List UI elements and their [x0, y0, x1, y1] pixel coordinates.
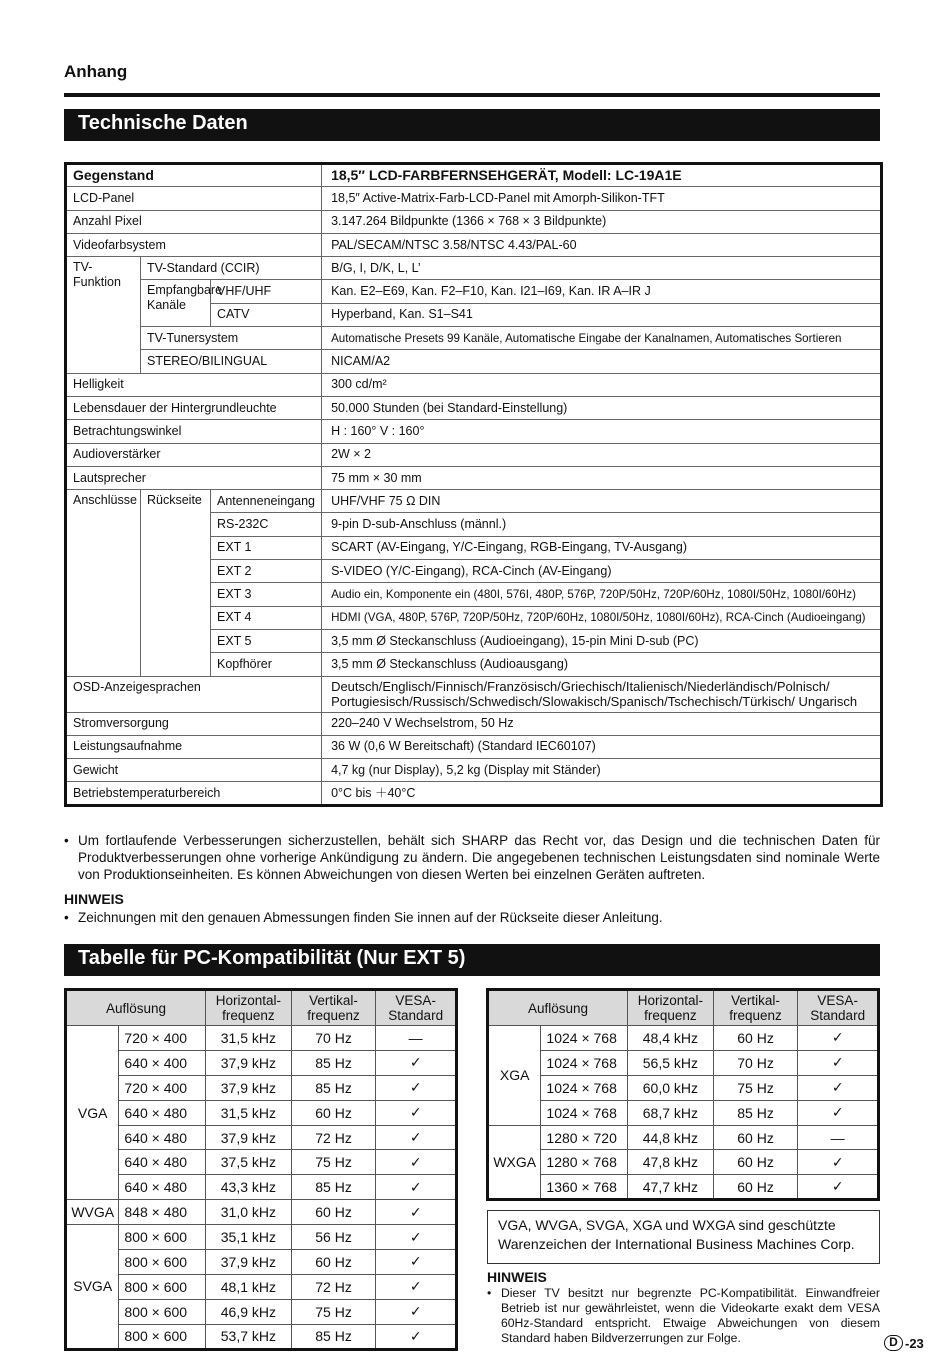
hfreq-cell: 43,3 kHz — [206, 1175, 292, 1200]
group-label: VGA — [66, 1026, 119, 1200]
table-row — [66, 759, 882, 782]
spec-sublabel: Antenneneingang — [211, 490, 322, 513]
table-row — [66, 373, 882, 396]
vesa-cell: ✓ — [798, 1100, 879, 1125]
note-text: Zeichnungen mit den genauen Abmessungen finden Sie innen auf der Rückseite dieser Anleitung. — [78, 910, 663, 925]
table-row — [66, 280, 882, 303]
table-row — [66, 1324, 457, 1349]
col-header-vfreq: Vertikal- frequenz — [713, 990, 798, 1026]
hfreq-cell: 44,8 kHz — [628, 1125, 714, 1150]
pc-hinweis-note — [487, 1286, 880, 1346]
table-row — [66, 350, 882, 373]
table-row — [488, 1075, 879, 1100]
vesa-cell: ✓ — [376, 1075, 457, 1100]
table-row — [66, 782, 882, 805]
vesa-cell: ✓ — [376, 1299, 457, 1324]
resolution-cell: 848 × 480 — [119, 1200, 206, 1225]
resolution-cell: 1360 × 768 — [541, 1175, 628, 1200]
hfreq-cell: 31,5 kHz — [206, 1026, 292, 1051]
spec-sublabel: EXT 5 — [211, 629, 322, 652]
spec-value: 3.147.264 Bildpunkte (1366 × 768 × 3 Bildpunkte) — [322, 210, 882, 233]
resolution-cell: 1024 × 768 — [541, 1050, 628, 1075]
table-row — [66, 466, 882, 489]
table-row — [66, 1050, 457, 1075]
col-header-resolution: Auflösung — [66, 990, 206, 1026]
spec-value: Automatische Presets 99 Kanäle, Automatische Eingabe der Kanalnamen, Automatisches Sortieren — [322, 327, 882, 350]
vfreq-cell: 75 Hz — [291, 1299, 376, 1324]
table-row — [66, 396, 882, 419]
spec-label: Gewicht — [66, 759, 322, 782]
table-row — [66, 1299, 457, 1324]
spec-sublabel: STEREO/BILINGUAL — [141, 350, 322, 373]
spec-label: Betriebstemperaturbereich — [66, 782, 322, 805]
vfreq-cell: 70 Hz — [713, 1050, 798, 1075]
vesa-cell: ✓ — [376, 1274, 457, 1299]
vfreq-cell: 85 Hz — [291, 1075, 376, 1100]
resolution-cell: 1024 × 768 — [541, 1026, 628, 1051]
vesa-cell: ✓ — [798, 1175, 879, 1200]
table-row — [66, 1125, 457, 1150]
bullet: • — [64, 910, 69, 925]
spec-value: 18,5″ Active-Matrix-Farb-LCD-Panel mit Amorph-Silikon-TFT — [322, 187, 882, 210]
top-rule — [64, 93, 880, 97]
hfreq-cell: 37,5 kHz — [206, 1150, 292, 1175]
spec-header-label: Gegenstand — [66, 164, 322, 187]
spec-label: Leistungsaufnahme — [66, 735, 322, 758]
group-label: SVGA — [66, 1225, 119, 1349]
resolution-cell: 640 × 480 — [119, 1125, 206, 1150]
pc-table-right — [486, 988, 880, 1201]
table-row — [66, 187, 882, 210]
spec-sublabel: TV-Standard (CCIR) — [141, 257, 322, 280]
spec-value: PAL/SECAM/NTSC 3.58/NTSC 4.43/PAL-60 — [322, 233, 882, 256]
vfreq-cell: 60 Hz — [713, 1026, 798, 1051]
table-row — [66, 735, 882, 758]
table-header-row — [488, 990, 879, 1026]
improvement-note — [64, 832, 880, 883]
trademark-box: VGA, WVGA, SVGA, XGA und WXGA sind geschützte Warenzeichen der International Business Machines Corp. — [487, 1210, 880, 1264]
table-row — [66, 1026, 457, 1051]
vfreq-cell: 72 Hz — [291, 1274, 376, 1299]
pc-compat-heading: Tabelle für PC-Kompatibilität (Nur EXT 5) — [64, 944, 880, 976]
vfreq-cell: 60 Hz — [291, 1100, 376, 1125]
vesa-cell: ✓ — [376, 1125, 457, 1150]
table-row — [66, 210, 882, 233]
col-header-vesa: VESA- Standard — [376, 990, 457, 1026]
vesa-cell: ✓ — [376, 1100, 457, 1125]
hfreq-cell: 53,7 kHz — [206, 1324, 292, 1349]
table-row — [66, 233, 882, 256]
spec-value: Kan. E2–E69, Kan. F2–F10, Kan. I21–I69, Kan. IR A–IR J — [322, 280, 882, 303]
spec-label: TV-Funktion — [66, 257, 141, 373]
hinweis-note — [64, 909, 880, 926]
pc-hinweis-title: HINWEIS — [487, 1269, 547, 1285]
vfreq-cell: 60 Hz — [713, 1125, 798, 1150]
spec-value: HDMI (VGA, 480P, 576P, 720P/50Hz, 720P/60Hz, 1080I/50Hz, 1080I/60Hz), RCA-Cinch (Audioeingang) — [322, 606, 882, 629]
spec-sublabel: CATV — [211, 303, 322, 326]
table-row — [66, 443, 882, 466]
section-label: Anhang — [64, 62, 128, 81]
spec-label: LCD-Panel — [66, 187, 322, 210]
vesa-cell: ✓ — [376, 1150, 457, 1175]
vesa-cell: ✓ — [376, 1175, 457, 1200]
spec-value: 2W × 2 — [322, 443, 882, 466]
spec-sublabel: EXT 2 — [211, 560, 322, 583]
resolution-cell: 800 × 600 — [119, 1324, 206, 1349]
spec-label: Anzahl Pixel — [66, 210, 322, 233]
col-header-vfreq: Vertikal- frequenz — [291, 990, 376, 1026]
col-header-hfreq: Horizontal- frequenz — [206, 990, 292, 1026]
table-row — [66, 1100, 457, 1125]
hfreq-cell: 46,9 kHz — [206, 1299, 292, 1324]
resolution-cell: 720 × 400 — [119, 1026, 206, 1051]
vesa-cell: — — [376, 1026, 457, 1051]
hfreq-cell: 48,1 kHz — [206, 1274, 292, 1299]
table-row — [66, 420, 882, 443]
spec-value: Hyperband, Kan. S1–S41 — [322, 303, 882, 326]
hinweis-title: HINWEIS — [64, 891, 124, 907]
spec-value: Audio ein, Komponente ein (480I, 576I, 480P, 576P, 720P/50Hz, 720P/60Hz, 1080I/50Hz, 1080I/60Hz) — [322, 583, 882, 606]
resolution-cell: 640 × 480 — [119, 1100, 206, 1125]
table-row — [488, 1150, 879, 1175]
language-badge: D — [884, 1335, 903, 1351]
table-row — [488, 1100, 879, 1125]
spec-value: 9-pin D-sub-Anschluss (männl.) — [322, 513, 882, 536]
spec-label: Helligkeit — [66, 373, 322, 396]
table-row — [66, 676, 882, 712]
resolution-cell: 720 × 400 — [119, 1075, 206, 1100]
vesa-cell: — — [798, 1125, 879, 1150]
table-row — [66, 1225, 457, 1250]
spec-sublabel: EXT 1 — [211, 536, 322, 559]
vesa-cell: ✓ — [376, 1250, 457, 1275]
spec-table — [64, 162, 883, 807]
spec-sublabel: RS-232C — [211, 513, 322, 536]
spec-header-value: 18,5″ LCD-FARBFERNSEHGERÄT, Modell: LC-19A1E — [322, 164, 882, 187]
vfreq-cell: 75 Hz — [713, 1075, 798, 1100]
resolution-cell: 1024 × 768 — [541, 1100, 628, 1125]
vfreq-cell: 60 Hz — [291, 1200, 376, 1225]
resolution-cell: 640 × 400 — [119, 1050, 206, 1075]
hfreq-cell: 47,7 kHz — [628, 1175, 714, 1200]
bullet: • — [64, 833, 69, 848]
resolution-cell: 800 × 600 — [119, 1225, 206, 1250]
resolution-cell: 800 × 600 — [119, 1299, 206, 1324]
spec-label: Audioverstärker — [66, 443, 322, 466]
hfreq-cell: 47,8 kHz — [628, 1150, 714, 1175]
table-row — [66, 1075, 457, 1100]
resolution-cell: 800 × 600 — [119, 1274, 206, 1299]
resolution-cell: 800 × 600 — [119, 1250, 206, 1275]
resolution-cell: 1280 × 768 — [541, 1150, 628, 1175]
table-row — [66, 327, 882, 350]
spec-value: S-VIDEO (Y/C-Eingang), RCA-Cinch (AV-Eingang) — [322, 560, 882, 583]
vesa-cell: ✓ — [376, 1324, 457, 1349]
vesa-cell: ✓ — [798, 1026, 879, 1051]
page-number-text: -23 — [905, 1335, 924, 1351]
vesa-cell: ✓ — [798, 1050, 879, 1075]
group-label: WVGA — [66, 1200, 119, 1225]
hfreq-cell: 37,9 kHz — [206, 1250, 292, 1275]
table-row — [488, 1026, 879, 1051]
note-text: Dieser TV besitzt nur begrenzte PC-Kompatibilität. Einwandfreier Betrieb ist nur gewährleistet, wenn die Videokarte exakt dem VESA 60Hz-Standard entspricht. Etwaige Abweichungen von diesem Standard haben Bildverzerrungen zur Folge. — [501, 1286, 880, 1345]
vfreq-cell: 70 Hz — [291, 1026, 376, 1051]
table-row — [66, 1175, 457, 1200]
spec-sublabel: EXT 4 — [211, 606, 322, 629]
table-row — [66, 1274, 457, 1299]
table-row — [488, 1050, 879, 1075]
spec-label: Lebensdauer der Hintergrundleuchte — [66, 396, 322, 419]
resolution-cell: 640 × 480 — [119, 1150, 206, 1175]
spec-value: 50.000 Stunden (bei Standard-Einstellung) — [322, 396, 882, 419]
note-text: Um fortlaufende Verbesserungen sicherzustellen, behält sich SHARP das Recht vor, das Design und die technischen Daten für Produktverbesserungen ohne vorherige Ankündigung zu ändern. Die angegebenen technischen Leistungsdaten sind nominale Werte von Produktionseinheiten. Es können Abweichungen von diesen Werten bei einzelnen Geräten auftreten. — [78, 833, 880, 882]
spec-value: 3,5 mm Ø Steckanschluss (Audioeingang), 15-pin Mini D-sub (PC) — [322, 629, 882, 652]
spec-value: NICAM/A2 — [322, 350, 882, 373]
spec-sublabel: Empfangbare Kanäle — [141, 280, 211, 327]
tech-data-heading: Technische Daten — [64, 109, 880, 141]
spec-value: 0°C bis ＋40°C — [322, 782, 882, 805]
resolution-cell: 1280 × 720 — [541, 1125, 628, 1150]
spec-value: 300 cd/m² — [322, 373, 882, 396]
vesa-cell: ✓ — [376, 1200, 457, 1225]
spec-sublabel: Kopfhörer — [211, 653, 322, 676]
resolution-cell: 1024 × 768 — [541, 1075, 628, 1100]
vfreq-cell: 60 Hz — [291, 1250, 376, 1275]
vfreq-cell: 85 Hz — [291, 1324, 376, 1349]
vesa-cell: ✓ — [376, 1225, 457, 1250]
col-header-resolution: Auflösung — [488, 990, 628, 1026]
spec-value: 36 W (0,6 W Bereitschaft) (Standard IEC60107) — [322, 735, 882, 758]
resolution-cell: 640 × 480 — [119, 1175, 206, 1200]
hfreq-cell: 37,9 kHz — [206, 1050, 292, 1075]
col-header-hfreq: Horizontal- frequenz — [628, 990, 714, 1026]
col-header-vesa: VESA- Standard — [798, 990, 879, 1026]
spec-label: Lautsprecher — [66, 466, 322, 489]
spec-sublabel: Rückseite — [141, 490, 211, 676]
spec-value: UHF/VHF 75 Ω DIN — [322, 490, 882, 513]
group-label: WXGA — [488, 1125, 541, 1200]
table-row — [488, 1175, 879, 1200]
hfreq-cell: 37,9 kHz — [206, 1075, 292, 1100]
hfreq-cell: 68,7 kHz — [628, 1100, 714, 1125]
vfreq-cell: 60 Hz — [713, 1175, 798, 1200]
table-row — [66, 257, 882, 280]
spec-value: B/G, I, D/K, L, L’ — [322, 257, 882, 280]
vesa-cell: ✓ — [376, 1050, 457, 1075]
table-row — [488, 1125, 879, 1150]
spec-value: H : 160° V : 160° — [322, 420, 882, 443]
spec-label: Betrachtungswinkel — [66, 420, 322, 443]
hfreq-cell: 60,0 kHz — [628, 1075, 714, 1100]
table-row — [66, 712, 882, 735]
hfreq-cell: 31,0 kHz — [206, 1200, 292, 1225]
group-label: XGA — [488, 1026, 541, 1126]
vfreq-cell: 85 Hz — [713, 1100, 798, 1125]
hfreq-cell: 35,1 kHz — [206, 1225, 292, 1250]
vesa-cell: ✓ — [798, 1075, 879, 1100]
spec-sublabel: EXT 3 — [211, 583, 322, 606]
vfreq-cell: 56 Hz — [291, 1225, 376, 1250]
table-header-row — [66, 990, 457, 1026]
table-row — [66, 1200, 457, 1225]
table-row — [66, 1250, 457, 1275]
spec-label: OSD-Anzeigesprachen — [66, 676, 322, 712]
spec-sublabel: VHF/UHF — [211, 280, 322, 303]
table-row — [66, 164, 882, 187]
hfreq-cell: 37,9 kHz — [206, 1125, 292, 1150]
spec-value: 3,5 mm Ø Steckanschluss (Audioausgang) — [322, 653, 882, 676]
spec-label: Stromversorgung — [66, 712, 322, 735]
vfreq-cell: 85 Hz — [291, 1050, 376, 1075]
page-number — [884, 1335, 924, 1351]
spec-value: 220–240 V Wechselstrom, 50 Hz — [322, 712, 882, 735]
vfreq-cell: 75 Hz — [291, 1150, 376, 1175]
spec-label: Videofarbsystem — [66, 233, 322, 256]
spec-value: 4,7 kg (nur Display), 5,2 kg (Display mit Ständer) — [322, 759, 882, 782]
table-row — [66, 490, 882, 513]
hfreq-cell: 48,4 kHz — [628, 1026, 714, 1051]
spec-value: Deutsch/Englisch/Finnisch/Französisch/Griechisch/Italienisch/Niederländisch/Polnisch/ Portugiesisch/Russisch/Schwedisch/Slowakisch/Spanisch/Tschechisch/Türkisch/ Ungarisch — [322, 676, 882, 712]
spec-sublabel: TV-Tunersystem — [141, 327, 322, 350]
spec-label: Anschlüsse — [66, 490, 141, 676]
vfreq-cell: 72 Hz — [291, 1125, 376, 1150]
vfreq-cell: 60 Hz — [713, 1150, 798, 1175]
table-row — [66, 1150, 457, 1175]
bullet: • — [487, 1286, 492, 1300]
hfreq-cell: 31,5 kHz — [206, 1100, 292, 1125]
pc-table-left — [64, 988, 458, 1351]
hfreq-cell: 56,5 kHz — [628, 1050, 714, 1075]
vesa-cell: ✓ — [798, 1150, 879, 1175]
spec-value: 75 mm × 30 mm — [322, 466, 882, 489]
vfreq-cell: 85 Hz — [291, 1175, 376, 1200]
spec-value: SCART (AV-Eingang, Y/C-Eingang, RGB-Eingang, TV-Ausgang) — [322, 536, 882, 559]
